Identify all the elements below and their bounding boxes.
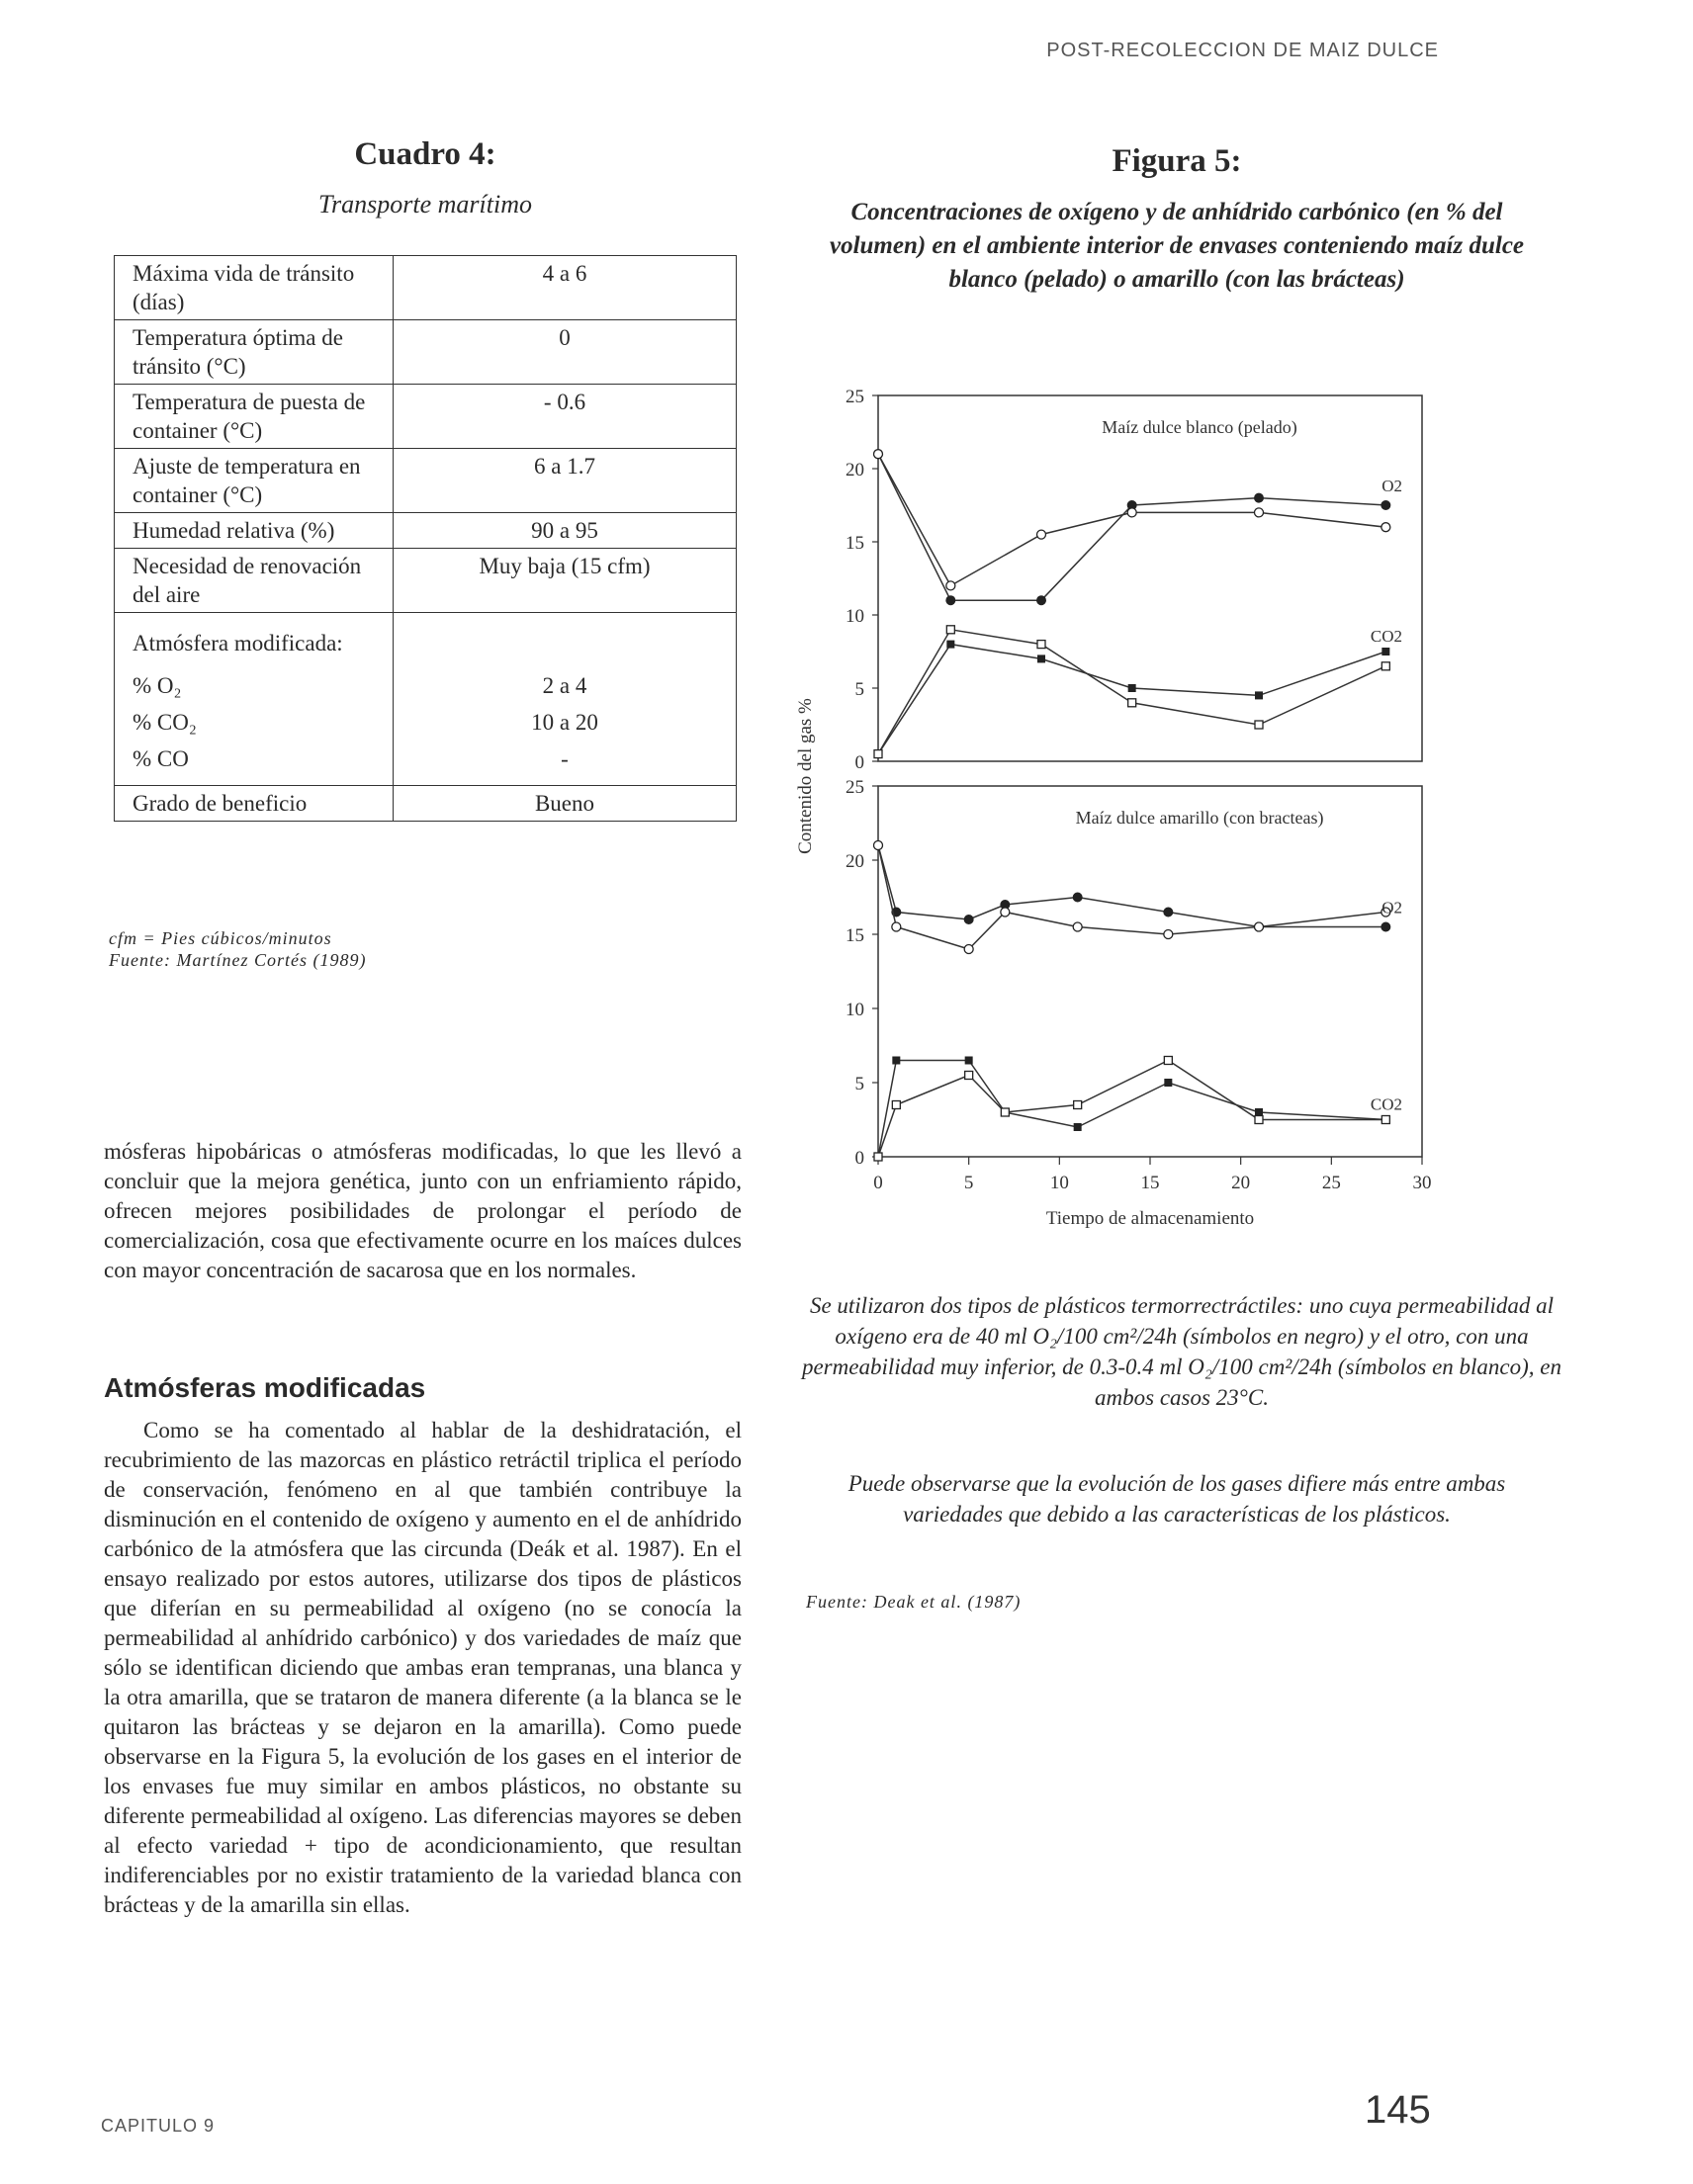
y-tick-label: 25 — [846, 777, 864, 798]
data-point — [874, 1153, 882, 1161]
figure-note-1: Se utilizaron dos tipos de plásticos termorrectráctiles: uno cuya permeabilidad al oxígeno era de 40 ml O₂/100 cm²/24h (símbolos en negro) y el otro, con una permeabilidad muy inferior, de 0.3-0.4 ml O₂/100 cm²/24h (símbolos en blanco), en ambos casos 23°C. — [801, 1293, 1562, 1410]
x-tick-label: 10 — [1049, 1173, 1069, 1193]
data-point — [1381, 501, 1390, 510]
row-value: 6 a 1.7 — [394, 449, 737, 513]
note-source: Fuente: Martínez Cortés (1989) — [109, 950, 367, 970]
data-point — [1037, 530, 1046, 539]
x-tick-label: 15 — [1140, 1173, 1160, 1193]
data-point — [1381, 648, 1389, 655]
row-value: 2 a 4 — [394, 667, 737, 704]
x-axis-label: Tiempo de almacenamiento — [1045, 1208, 1255, 1229]
data-point — [946, 641, 954, 649]
y-tick-label: 20 — [846, 460, 864, 480]
chapter-footer: CAPITULO 9 — [101, 2116, 216, 2136]
transport-table — [114, 255, 737, 822]
data-point — [1037, 596, 1046, 605]
y-tick-label: 15 — [846, 533, 864, 554]
row-label: Humedad relativa (%) — [115, 513, 394, 549]
row-label: Necesidad de renovación del aire — [115, 549, 394, 613]
page-number: 145 — [1365, 2088, 1431, 2132]
series-label-co2: CO2 — [1370, 627, 1402, 646]
table-row — [115, 385, 737, 449]
series-line — [878, 1061, 1385, 1158]
figure-title: Figura 5: — [1112, 143, 1242, 179]
data-point — [964, 945, 973, 954]
row-value: 90 a 95 — [394, 513, 737, 549]
data-point — [946, 581, 955, 590]
figure-source: Fuente: Deak et al. (1987) — [806, 1592, 1022, 1612]
data-point — [1164, 1079, 1172, 1087]
row-label: Grado de beneficio — [115, 786, 394, 822]
data-point — [1255, 922, 1264, 931]
y-tick-label: 25 — [846, 387, 864, 407]
data-point — [946, 596, 955, 605]
data-point — [1128, 684, 1136, 692]
x-tick-label: 20 — [1231, 1173, 1251, 1193]
data-point — [1255, 493, 1264, 502]
data-point — [892, 1057, 900, 1065]
row-value: 4 a 6 — [394, 256, 737, 320]
table-row — [115, 320, 737, 385]
table-row — [115, 613, 737, 668]
data-point — [892, 1101, 900, 1109]
note-cfm: cfm = Pies cúbicos/minutos — [109, 928, 332, 948]
table-subtitle: Transporte marítimo — [318, 190, 532, 218]
row-value: - 0.6 — [394, 385, 737, 449]
y-tick-label: 5 — [854, 679, 864, 700]
row-value: 10 a 20 — [394, 704, 737, 741]
data-point — [946, 626, 954, 634]
data-point — [1073, 893, 1082, 902]
table-row — [115, 741, 737, 786]
y-tick-label: 5 — [854, 1074, 864, 1094]
x-tick-label: 25 — [1321, 1173, 1341, 1193]
data-point — [874, 750, 882, 758]
y-tick-label: 0 — [854, 752, 864, 773]
row-value: 0 — [394, 320, 737, 385]
panel-title: Maíz dulce blanco (pelado) — [1102, 417, 1297, 437]
series-line — [878, 454, 1385, 600]
table-row — [115, 449, 737, 513]
section-heading: Atmósferas modificadas — [104, 1372, 426, 1403]
gas-concentration-chart — [771, 376, 1464, 1246]
row-label: Temperatura de puesta de container (°C) — [115, 385, 394, 449]
data-point — [1381, 662, 1389, 670]
data-point — [1381, 922, 1390, 931]
data-point — [1074, 1101, 1082, 1109]
data-point — [1255, 691, 1263, 699]
row-label: % O₂ — [115, 667, 394, 704]
y-tick-label: 0 — [854, 1148, 864, 1169]
series-label-o2: O2 — [1381, 898, 1402, 917]
row-label: % CO — [115, 741, 394, 786]
panel-title: Maíz dulce amarillo (con bracteas) — [1075, 808, 1324, 828]
data-point — [1037, 655, 1045, 662]
data-point — [965, 1072, 973, 1080]
data-point — [874, 450, 883, 459]
x-tick-label: 5 — [963, 1173, 974, 1193]
body-paragraph-2: Como se ha comentado al hablar de la deshidratación, el recubrimiento de las mazorcas en plástico retráctil triplica el período de conservación, fenómeno en al que también contribuye la disminución en el contenido de oxígeno y aumento en el de anhídrido carbónico de la atmósfera que las circunda (Deák et al. 1987). En el ensayo realizado por estos autores, utilizarse dos tipos de plásticos que diferían en su permeabilidad al oxígeno (no se conocía la permeabilidad al anhídrido carbónico) y dos variedades de maíz que sólo se identifican diciendo que ambas eran tempranas, una blanca y la otra amarilla, que se trataron de manera diferente (a la blanca se le quitaron las brácteas y se dejaron en la amarilla). Como puede observarse en la Figura 5, la evolución de los gases en el interior de los envases fue muy similar en ambos plásticos, no obstante su diferente permeabilidad al oxígeno. Las diferencias mayores se deben al efecto variedad + tipo de acondicionamiento, que resultan indiferenciables por no existir tratamiento de la variedad blanca con brácteas y de la amarilla sin ellas. — [104, 1418, 742, 1917]
table-row — [115, 704, 737, 741]
atmosphere-heading: Atmósfera modificada: — [115, 613, 394, 668]
data-point — [1001, 1108, 1009, 1116]
series-line — [878, 845, 1385, 927]
data-point — [892, 922, 901, 931]
data-point — [1128, 699, 1136, 707]
table-row — [115, 256, 737, 320]
series-line — [878, 1061, 1385, 1158]
table-row — [115, 513, 737, 549]
series-line — [878, 845, 1385, 949]
y-tick-label: 10 — [846, 1000, 864, 1020]
table-row — [115, 667, 737, 704]
data-point — [1381, 523, 1390, 532]
row-label: Ajuste de temperatura en container (°C) — [115, 449, 394, 513]
table-title: Cuadro 4: — [354, 136, 496, 172]
x-tick-label: 0 — [873, 1173, 883, 1193]
table-notes — [109, 927, 366, 971]
data-point — [1255, 1108, 1263, 1116]
table-row — [115, 786, 737, 822]
data-point — [964, 916, 973, 924]
data-point — [1381, 1116, 1389, 1124]
data-point — [1037, 641, 1045, 649]
row-value: Muy baja (15 cfm) — [394, 549, 737, 613]
figure-note-2: Puede observarse que la evolución de los gases difiere más entre ambas variedades que debido a las características de los plásticos. — [847, 1471, 1506, 1527]
y-axis-label: Contenido del gas % — [795, 698, 816, 854]
row-value: - — [394, 741, 737, 786]
data-point — [1255, 508, 1264, 517]
running-header: POST-RECOLECCION DE MAIZ DULCE — [1046, 40, 1439, 61]
y-tick-label: 15 — [846, 925, 864, 946]
data-point — [1001, 908, 1010, 917]
data-point — [1127, 508, 1136, 517]
data-point — [1073, 922, 1082, 931]
data-point — [1164, 908, 1173, 917]
data-point — [1074, 1123, 1082, 1131]
data-point — [1255, 721, 1263, 729]
data-point — [1255, 1116, 1263, 1124]
series-line — [878, 454, 1385, 585]
series-label-o2: O2 — [1381, 477, 1402, 495]
data-point — [1164, 930, 1173, 939]
series-label-co2: CO2 — [1370, 1094, 1402, 1114]
table-row — [115, 549, 737, 613]
body-paragraph-1: mósferas hipobáricas o atmósferas modificadas, lo que les llevó a concluir que la mejora genética, junto con un enfriamiento rápido, ofrecen mejores posibilidades de prolongar el período de comercialización, cosa que efectivamente ocurre en los maíces dulces con mayor concentración de sacarosa que en los normales. — [104, 1139, 742, 1282]
figure-caption: Concentraciones de oxígeno y de anhídrido carbónico (en % del volumen) en el ambiente interior de envases conteniendo maíz dulce blanco (pelado) o amarillo (con las brácteas) — [829, 199, 1525, 293]
data-point — [965, 1057, 973, 1065]
data-point — [1164, 1057, 1172, 1065]
row-label: Temperatura óptima de tránsito (°C) — [115, 320, 394, 385]
data-point — [874, 841, 883, 850]
y-tick-label: 20 — [846, 851, 864, 872]
x-tick-label: 30 — [1412, 1173, 1432, 1193]
y-tick-label: 10 — [846, 606, 864, 627]
row-value: Bueno — [394, 786, 737, 822]
plot-frame — [878, 786, 1422, 1157]
row-label: % CO₂ — [115, 704, 394, 741]
row-label: Máxima vida de tránsito (días) — [115, 256, 394, 320]
